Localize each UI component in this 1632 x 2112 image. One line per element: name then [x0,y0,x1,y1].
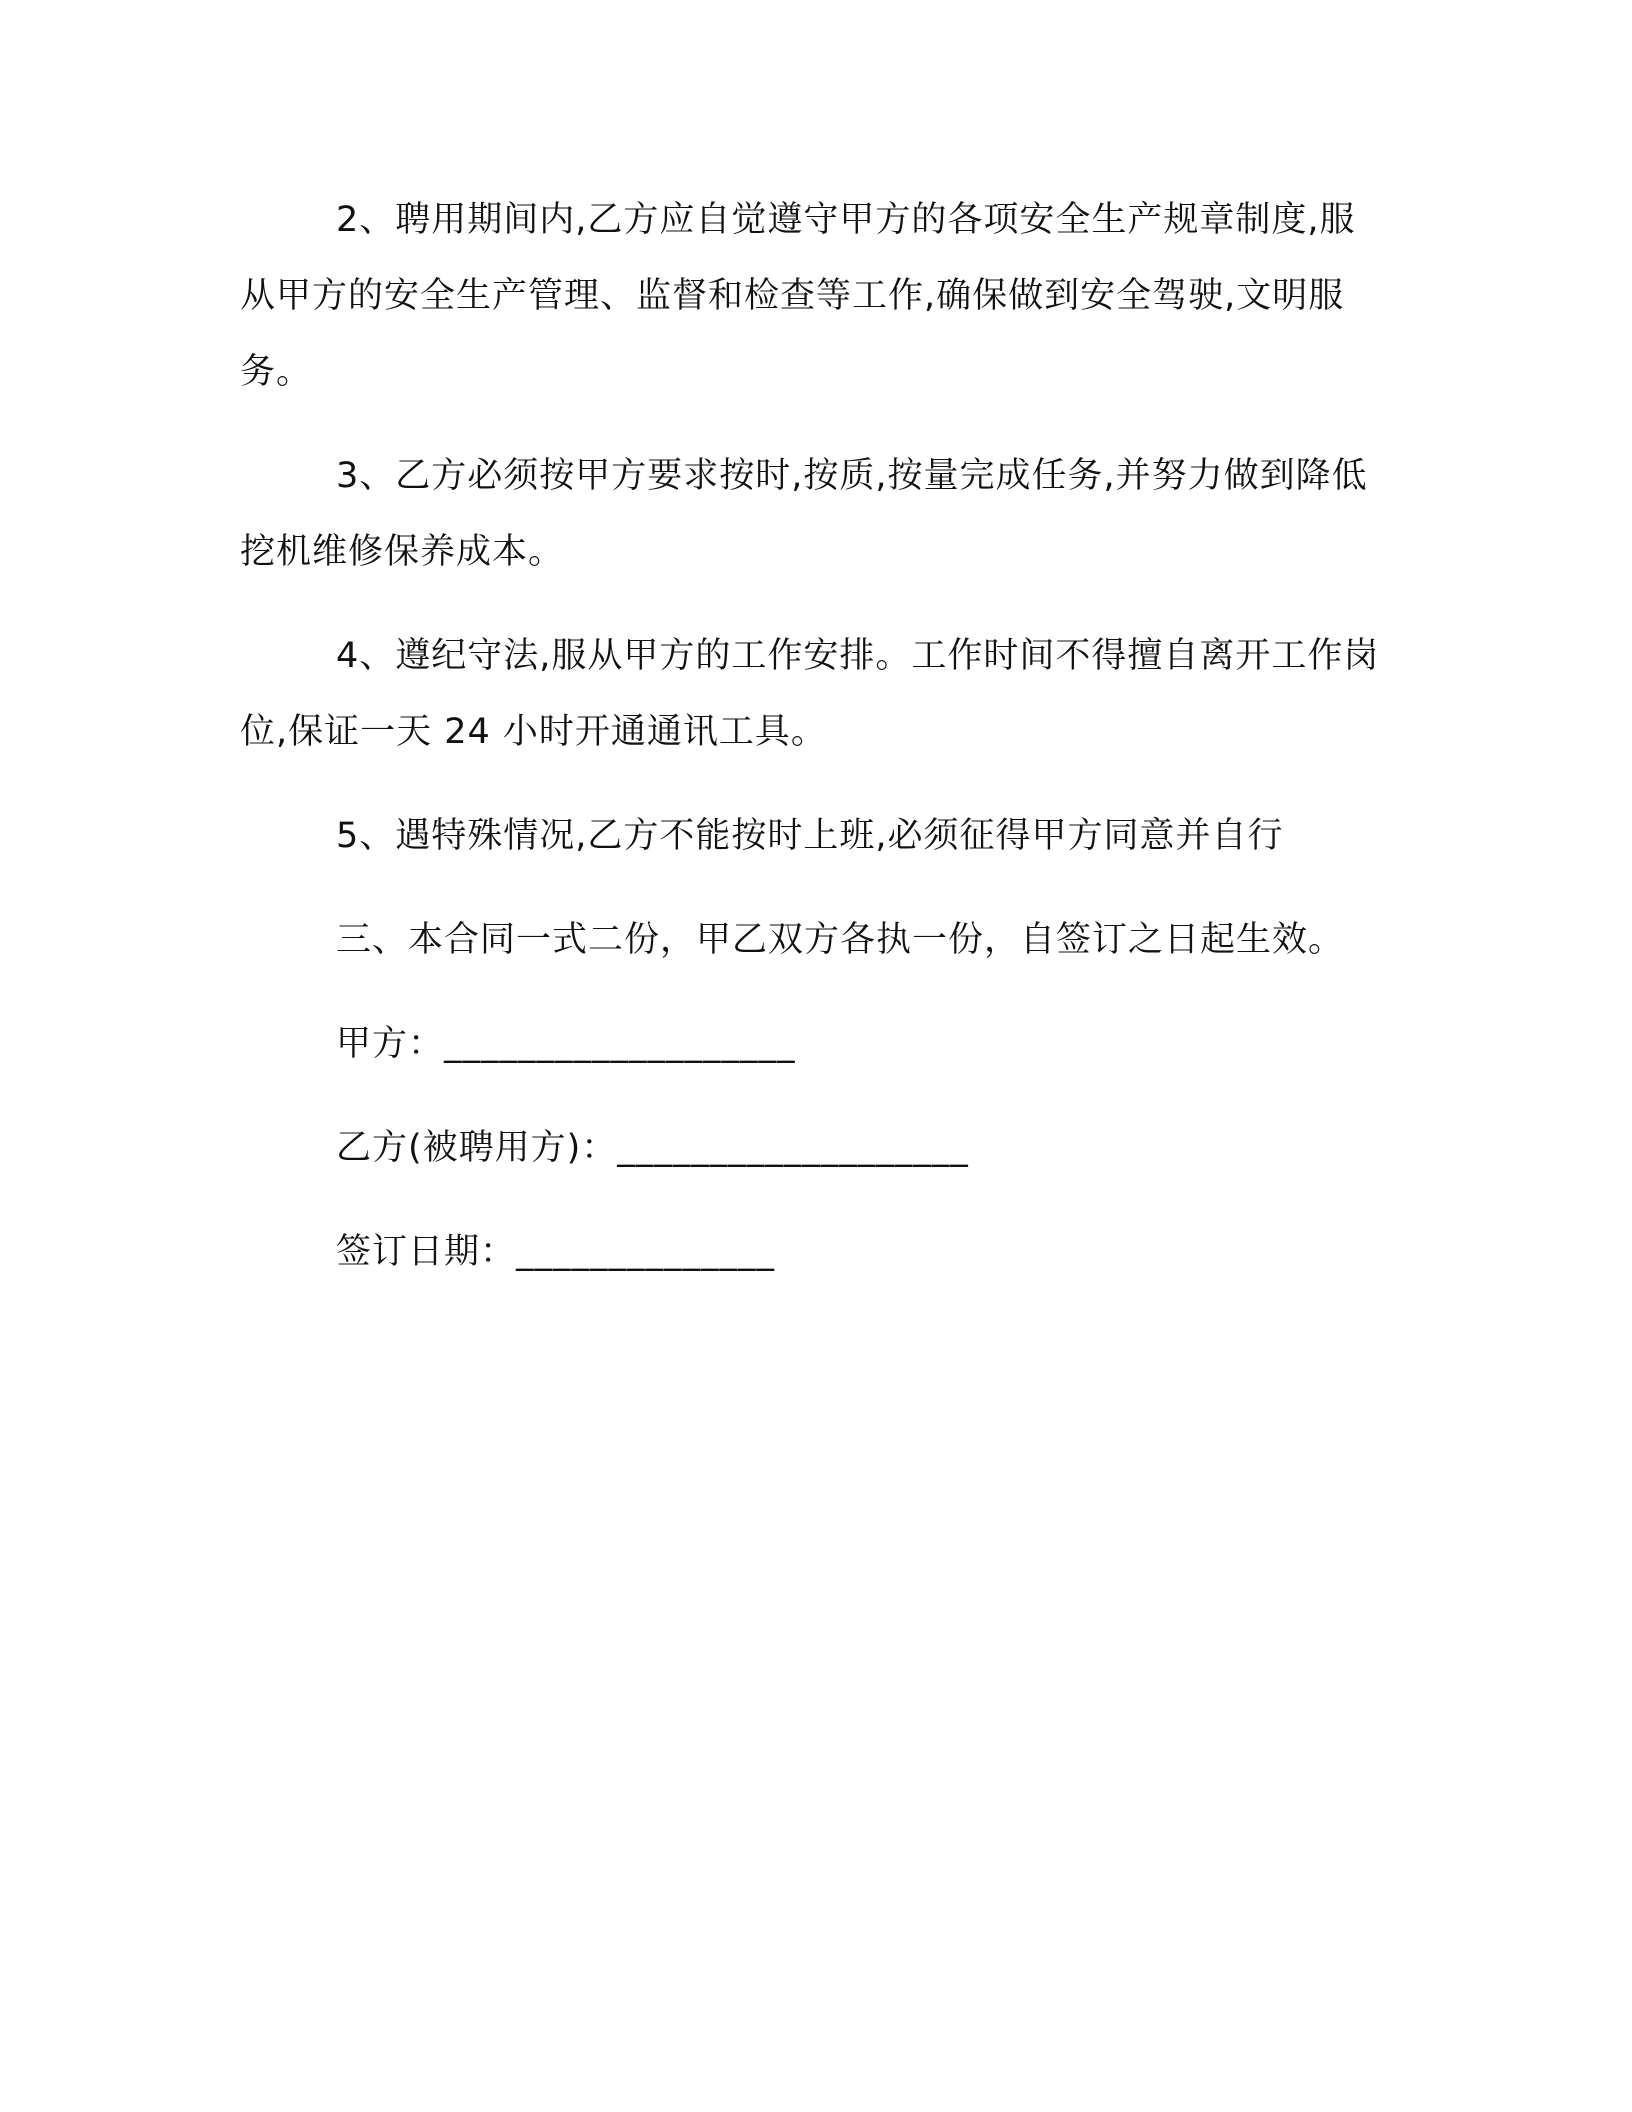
document-body [240,182,1390,1290]
clause-5: 5、遇特殊情况,乙方不能按时上班,必须征得甲方同意并自行 [336,816,1284,856]
clause-3: 3、乙方必须按甲方要求按时,按质,按量完成任务,并努力做到降低挖机维修保养成本。 [240,456,1368,572]
signature-party-b: 乙方(被聘用方)：___________________ [336,1128,969,1168]
clause-2: 2、聘用期间内,乙方应自觉遵守甲方的各项安全生产规章制度,服从甲方的安全生产管理、监督和检查等工作,确保做到安全驾驶,文明服务。 [240,200,1356,392]
section-three: 三、本合同一式二份，甲乙双方各执一份，自签订之日起生效。 [336,920,1345,960]
signature-party-a: 甲方：___________________ [336,1024,796,1064]
signature-date: 签订日期：______________ [336,1232,776,1272]
clause-4: 4、遵纪守法,服从甲方的工作安排。工作时间不得擅自离开工作岗位,保证一天 24 小时开通通讯工具。 [240,636,1380,752]
